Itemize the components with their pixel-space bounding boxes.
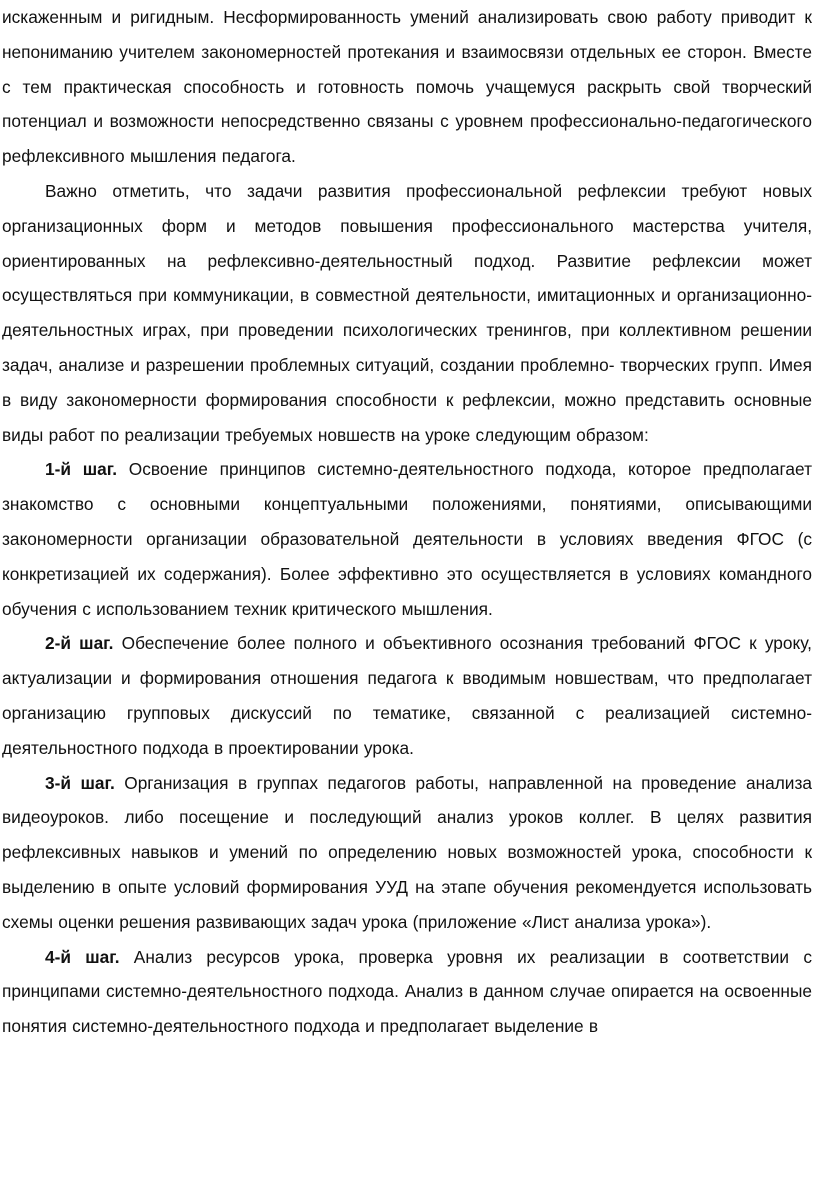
step-1-paragraph bbox=[2, 452, 812, 626]
step-1-label: 1-й шаг. bbox=[45, 459, 118, 480]
step-3-label: 3-й шаг. bbox=[45, 772, 115, 793]
step-4-label: 4-й шаг. bbox=[45, 946, 120, 967]
step-4-paragraph bbox=[2, 940, 812, 1044]
paragraph-continuation: искаженным и ригидным. Несформированность умений анализировать свою работу приводит к непониманию учителем закономерностей протекания и взаимосвязи отдельных ее сторон. Вместе с тем практическая способность и готовность помочь учащемуся раскрыть свой творческий потенциал и возможности непосредственно связаны с уровнем профессионально-педагогического рефлексивного мышления педагога. bbox=[2, 7, 812, 167]
step-3-paragraph bbox=[2, 766, 812, 940]
paragraph-reflection-tasks: Важно отметить, что задачи развития профессиональной рефлексии требуют новых организационных форм и методов повышения профессионального мастерства учителя, ориентированных на рефлексивно-деятельностный подход. Развитие рефлексии может осуществляться при коммуникации, в совместной деятельности, имитационных и организационно-деятельностных играх, при проведении психологических тренингов, при коллективном решении задач, анализе и разрешении проблемных ситуаций, создании проблемно- творческих групп. Имея в виду закономерности формирования способности к рефлексии, можно представить основные виды работ по реализации требуемых новшеств на уроке следующим образом: bbox=[2, 180, 812, 445]
step-1-text: Освоение принципов системно-деятельностного подхода, которое предполагает знакомство с основными концептуальными положениями, понятиями, описывающими закономерности организации образовательной деятельности в условиях введения ФГОС (с конкретизацией их содержания). Более эффективно это осуществляется в условиях командного обучения с использованием техник критического мышления. bbox=[2, 459, 812, 619]
step-4-text: Анализ ресурсов урока, проверка уровня их реализации в соответствии с принципами системно-деятельностного подхода. Анализ в данном случае опирается на освоенные понятия системно-деятельностного подхода и предполагает выделение в bbox=[2, 946, 812, 1037]
step-3-text: Организация в группах педагогов работы, направленной на проведение анализа видеоуроков. либо посещение и последующий анализ уроков коллег. В целях развития рефлексивных навыков и умений по определению новых возможностей урока, способности к выделению в опыте условий формирования УУД на этапе обучения рекомендуется использовать схемы оценки решения развивающих задач урока (приложение «Лист анализа урока»). bbox=[2, 772, 812, 932]
step-2-paragraph bbox=[2, 626, 812, 765]
step-2-label: 2-й шаг. bbox=[45, 633, 114, 654]
step-2-text: Обеспечение более полного и объективного осознания требований ФГОС к уроку, актуализации и формирования отношения педагога к вводимым новшествам, что предполагает организацию групповых дискуссий по тематике, связанной с реализацией системно-деятельностного подхода в проектировании урока. bbox=[2, 633, 812, 758]
document-body bbox=[2, 0, 812, 1044]
